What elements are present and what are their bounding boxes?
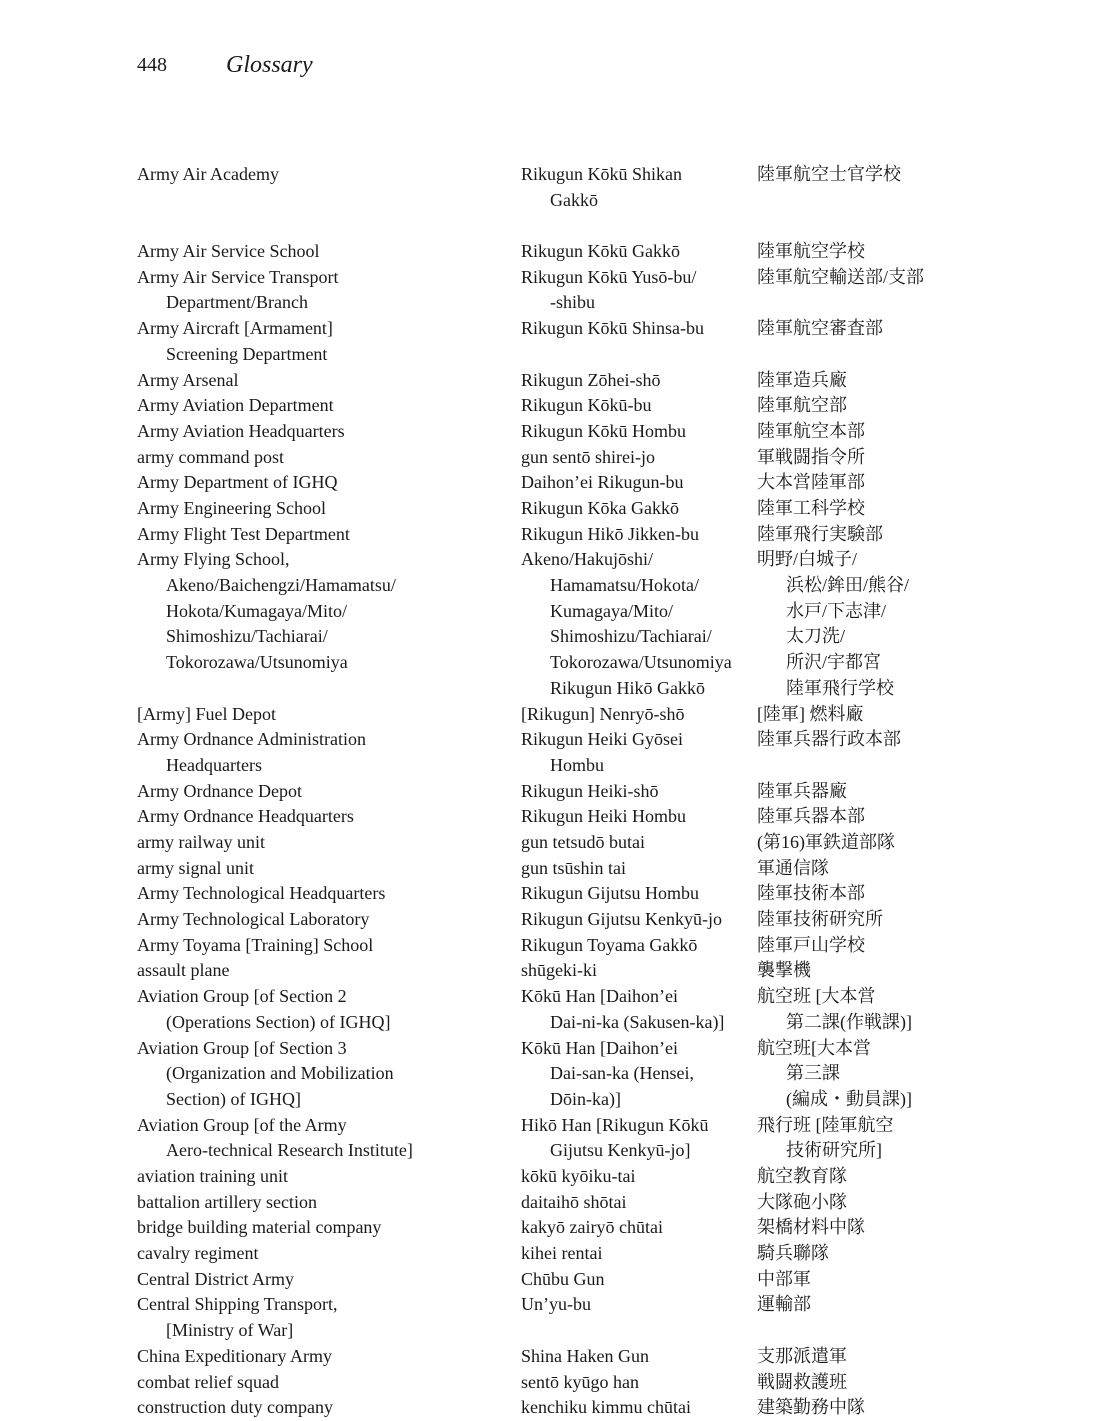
- romaji-term: [521, 727, 756, 778]
- romaji-term-line: Chūbu Gun: [521, 1268, 605, 1289]
- japanese-term-line: 運輸部: [757, 1294, 811, 1315]
- japanese-term-line: 陸軍戸山学校: [757, 934, 865, 955]
- romaji-term-line: Rikugun Hikō Jikken-bu: [521, 523, 699, 544]
- english-term: [137, 316, 507, 367]
- glossary-entry: [0, 907, 1113, 933]
- english-term: [137, 881, 507, 907]
- romaji-term: [521, 881, 756, 907]
- english-term-line: Army Engineering School: [137, 497, 326, 518]
- romaji-term: [521, 522, 756, 548]
- glossary-entry: [0, 445, 1113, 471]
- japanese-term-line: 浜松/鉾田/熊谷/: [786, 575, 910, 596]
- romaji-term-line: Dai-san-ka (Hensei,: [550, 1063, 694, 1084]
- english-term-line: assault plane: [137, 960, 230, 981]
- romaji-term-line: Gijutsu Kenkyū-jo]: [550, 1140, 691, 1161]
- japanese-term: [757, 547, 997, 701]
- japanese-term-line: 水戸/下志津/: [786, 600, 887, 621]
- japanese-term: [757, 856, 997, 882]
- english-term-line: Army Flight Test Department: [137, 523, 350, 544]
- glossary-entry: [0, 547, 1113, 701]
- english-term: [137, 393, 507, 419]
- japanese-term: [757, 239, 997, 265]
- english-term: [137, 779, 507, 805]
- glossary-entry: [0, 316, 1113, 367]
- english-term: [137, 470, 507, 496]
- english-term-line: Central District Army: [137, 1268, 294, 1289]
- english-term: [137, 1215, 507, 1241]
- romaji-term: [521, 830, 756, 856]
- japanese-term-line: 襲撃機: [757, 960, 811, 981]
- romaji-term-line: [Rikugun] Nenryō-shō: [521, 703, 685, 724]
- glossary-entry: [0, 779, 1113, 805]
- english-term-line: Aviation Group [of Section 2: [137, 986, 347, 1007]
- romaji-term-line: Rikugun Heiki-shō: [521, 780, 659, 801]
- japanese-term-line: 架橋材料中隊: [757, 1217, 865, 1238]
- english-term-line: Army Air Academy: [137, 164, 279, 184]
- english-term-line: Akeno/Baichengzi/Hamamatsu/: [166, 575, 396, 596]
- english-term: [137, 1036, 507, 1113]
- english-term-line: Aviation Group [of the Army: [137, 1114, 347, 1135]
- english-term: [137, 1164, 507, 1190]
- romaji-term: [521, 316, 756, 342]
- romaji-term-line: Dai-ni-ka (Sakusen-ka)]: [550, 1011, 725, 1032]
- english-term: [137, 907, 507, 933]
- glossary-entries: [0, 162, 1113, 1421]
- romaji-term-line: Kōkū Han [Daihon’ei: [521, 986, 678, 1007]
- english-term: [137, 958, 507, 984]
- english-term: [137, 1113, 507, 1164]
- english-term-line: China Expeditionary Army: [137, 1345, 332, 1366]
- japanese-term: [757, 727, 997, 753]
- english-term: [137, 702, 507, 728]
- japanese-term-line: 戦闘救護班: [757, 1371, 847, 1392]
- english-term-line: Army Aviation Department: [137, 395, 334, 416]
- japanese-term-line: 支那派遣軍: [757, 1345, 847, 1366]
- english-term: [137, 984, 507, 1035]
- english-term-line: Army Air Service Transport: [137, 266, 339, 287]
- romaji-term-line: gun tsūshin tai: [521, 857, 627, 878]
- japanese-term-line: 陸軍航空審査部: [757, 318, 883, 339]
- english-term-line: [Ministry of War]: [166, 1320, 294, 1341]
- english-term: [137, 1344, 507, 1370]
- japanese-term: [757, 1215, 997, 1241]
- japanese-term-line: 第二課(作戦課)]: [786, 1011, 912, 1032]
- japanese-term: [757, 958, 997, 984]
- japanese-term-line: 陸軍兵器廠: [757, 780, 847, 801]
- japanese-term-line: 明野/白城子/: [757, 549, 858, 570]
- romaji-term-line: Rikugun Toyama Gakkō: [521, 934, 698, 955]
- japanese-term-line: 陸軍工科学校: [757, 497, 865, 518]
- japanese-term-line: (第16)軍鉄道部隊: [757, 832, 895, 852]
- romaji-term: [521, 702, 756, 728]
- japanese-term: [757, 445, 997, 471]
- romaji-term: [521, 958, 756, 984]
- english-term-line: combat relief squad: [137, 1371, 279, 1392]
- romaji-term-line: Rikugun Kōka Gakkō: [521, 497, 679, 518]
- japanese-term-line: 大隊砲小隊: [757, 1191, 847, 1212]
- japanese-term: [757, 1344, 997, 1370]
- romaji-term: [521, 1292, 756, 1318]
- glossary-entry: [0, 1395, 1113, 1421]
- romaji-term-line: Shina Haken Gun: [521, 1345, 649, 1366]
- english-term: [137, 368, 507, 394]
- romaji-term: [521, 368, 756, 394]
- romaji-term-line: Dōin-ka)]: [550, 1088, 621, 1109]
- glossary-entry: [0, 368, 1113, 394]
- japanese-term-line: 陸軍兵器行政本部: [757, 729, 901, 750]
- romaji-term: [521, 1370, 756, 1396]
- japanese-term: [757, 496, 997, 522]
- romaji-term: [521, 393, 756, 419]
- romaji-term-line: Hamamatsu/Hokota/: [550, 575, 699, 596]
- japanese-term-line: 軍戦闘指令所: [757, 446, 865, 467]
- english-term: [137, 933, 507, 959]
- romaji-term: [521, 1215, 756, 1241]
- english-term-line: bridge building material company: [137, 1217, 382, 1238]
- english-term: [137, 1292, 507, 1343]
- romaji-term-line: Hombu: [550, 754, 604, 775]
- english-term: [137, 522, 507, 548]
- romaji-term-line: Un’yu-bu: [521, 1294, 591, 1315]
- english-term-line: (Organization and Mobilization: [166, 1063, 394, 1084]
- japanese-term-line: 陸軍航空部: [757, 395, 847, 416]
- english-term: [137, 547, 507, 676]
- japanese-term: [757, 779, 997, 805]
- romaji-term-line: Kōkū Han [Daihon’ei: [521, 1037, 678, 1058]
- romaji-term: [521, 804, 756, 830]
- english-term-line: Headquarters: [166, 754, 262, 775]
- english-term-line: Aviation Group [of Section 3: [137, 1037, 347, 1058]
- glossary-entry: [0, 1036, 1113, 1113]
- glossary-entry: [0, 470, 1113, 496]
- glossary-entry: [0, 1113, 1113, 1164]
- japanese-term: [757, 881, 997, 907]
- japanese-term-line: (編成・動員課)]: [786, 1088, 912, 1109]
- japanese-term: [757, 265, 997, 291]
- english-term: [137, 856, 507, 882]
- japanese-term: [757, 702, 997, 728]
- english-term-line: Department/Branch: [166, 292, 308, 313]
- japanese-term-line: 陸軍飛行学校: [786, 677, 894, 698]
- romaji-term: [521, 1241, 756, 1267]
- romaji-term-line: Akeno/Hakujōshi/: [521, 549, 653, 570]
- romaji-term-line: Gakkō: [550, 189, 598, 210]
- japanese-term-line: 中部軍: [757, 1268, 811, 1289]
- romaji-term-line: Rikugun Hikō Gakkō: [550, 677, 705, 698]
- glossary-entry: [0, 1164, 1113, 1190]
- romaji-term-line: gun sentō shirei-jo: [521, 446, 655, 467]
- romaji-term-line: Tokorozawa/Utsunomiya: [550, 652, 732, 673]
- english-term-line: Army Ordnance Headquarters: [137, 806, 354, 827]
- japanese-term: [757, 522, 997, 548]
- japanese-term: [757, 470, 997, 496]
- romaji-term: [521, 162, 756, 213]
- romaji-term: [521, 496, 756, 522]
- japanese-term: [757, 1113, 997, 1164]
- english-term-line: construction duty company: [137, 1397, 333, 1418]
- english-term-line: Hokota/Kumagaya/Mito/: [166, 600, 347, 621]
- glossary-entry: [0, 393, 1113, 419]
- japanese-term: [757, 984, 997, 1035]
- glossary-entry: [0, 496, 1113, 522]
- english-term-line: Army Flying School,: [137, 549, 290, 570]
- english-term-line: Army Ordnance Administration: [137, 729, 366, 750]
- english-term-line: Army Ordnance Depot: [137, 780, 302, 801]
- english-term: [137, 1395, 507, 1421]
- romaji-term-line: Rikugun Gijutsu Hombu: [521, 883, 700, 904]
- romaji-term-line: gun tetsudō butai: [521, 832, 645, 852]
- romaji-term: [521, 265, 756, 316]
- glossary-entry: [0, 856, 1113, 882]
- glossary-entry: [0, 702, 1113, 728]
- japanese-term-line: 第三課: [786, 1063, 840, 1084]
- glossary-entry: [0, 804, 1113, 830]
- romaji-term-line: Shimoshizu/Tachiarai/: [550, 626, 712, 647]
- glossary-entry: [0, 1292, 1113, 1343]
- japanese-term-line: 陸軍兵器本部: [757, 806, 865, 827]
- glossary-entry: [0, 1215, 1113, 1241]
- glossary-entry: [0, 933, 1113, 959]
- romaji-term-line: Rikugun Kōkū Yusō-bu/: [521, 266, 697, 287]
- japanese-term-line: 太刀洗/: [786, 626, 846, 647]
- glossary-entry: [0, 1370, 1113, 1396]
- romaji-term-line: kakyō zairyō chūtai: [521, 1217, 663, 1238]
- romaji-term: [521, 239, 756, 265]
- japanese-term-line: 陸軍技術本部: [757, 883, 865, 904]
- japanese-term-line: 陸軍航空学校: [757, 241, 865, 262]
- romaji-term-line: Rikugun Kōkū Shinsa-bu: [521, 318, 705, 339]
- glossary-entry: [0, 1241, 1113, 1267]
- english-term: [137, 265, 507, 316]
- romaji-term-line: Rikugun Kōkū-bu: [521, 395, 652, 416]
- romaji-term: [521, 907, 756, 933]
- japanese-term: [757, 830, 997, 856]
- romaji-term: [521, 1267, 756, 1293]
- romaji-term: [521, 933, 756, 959]
- romaji-term: [521, 1164, 756, 1190]
- glossary-entry: [0, 984, 1113, 1035]
- romaji-term: [521, 1113, 756, 1164]
- japanese-term: [757, 933, 997, 959]
- english-term: [137, 804, 507, 830]
- japanese-term-line: 陸軍技術研究所: [757, 909, 883, 930]
- romaji-term: [521, 445, 756, 471]
- glossary-entry: [0, 1190, 1113, 1216]
- english-term-line: army command post: [137, 446, 284, 467]
- english-term-line: Central Shipping Transport,: [137, 1294, 338, 1315]
- romaji-term: [521, 1344, 756, 1370]
- japanese-term: [757, 162, 997, 188]
- english-term-line: Army Toyama [Training] School: [137, 934, 374, 955]
- romaji-term-line: Kumagaya/Mito/: [550, 600, 673, 621]
- english-term-line: Army Aviation Headquarters: [137, 420, 345, 441]
- romaji-term: [521, 547, 756, 701]
- romaji-term-line: Rikugun Kōkū Gakkō: [521, 241, 680, 262]
- romaji-term-line: -shibu: [550, 292, 595, 313]
- japanese-term-line: 航空教育隊: [757, 1166, 847, 1186]
- english-term-line: Shimoshizu/Tachiarai/: [166, 626, 328, 647]
- glossary-entry: [0, 239, 1113, 265]
- romaji-term: [521, 1036, 756, 1113]
- english-term: [137, 496, 507, 522]
- english-term-line: Army Air Service School: [137, 241, 320, 262]
- glossary-entry: [0, 727, 1113, 778]
- romaji-term-line: Rikugun Kōkū Hombu: [521, 420, 687, 441]
- romaji-term: [521, 779, 756, 805]
- english-term: [137, 830, 507, 856]
- japanese-term: [757, 368, 997, 394]
- japanese-term: [757, 1370, 997, 1396]
- english-term: [137, 419, 507, 445]
- japanese-term-line: [陸軍] 燃料廠: [757, 703, 864, 724]
- japanese-term-line: 技術研究所]: [786, 1140, 882, 1161]
- glossary-entry: [0, 265, 1113, 316]
- running-head: Glossary: [226, 52, 313, 78]
- japanese-term: [757, 1292, 997, 1318]
- japanese-term-line: 航空班 [大本営: [757, 986, 876, 1007]
- glossary-entry: [0, 419, 1113, 445]
- romaji-term-line: kenchiku kimmu chūtai: [521, 1397, 691, 1418]
- japanese-term-line: 建築勤務中隊: [757, 1397, 865, 1418]
- japanese-term: [757, 316, 997, 342]
- japanese-term-line: 陸軍飛行実験部: [757, 523, 883, 544]
- japanese-term-line: 飛行班 [陸軍航空: [757, 1114, 894, 1135]
- english-term-line: Screening Department: [166, 343, 328, 364]
- romaji-term-line: Daihon’ei Rikugun-bu: [521, 472, 684, 493]
- romaji-term-line: kihei rentai: [521, 1243, 603, 1264]
- japanese-term-line: 大本営陸軍部: [757, 472, 865, 493]
- romaji-term-line: Hikō Han [Rikugun Kōkū: [521, 1114, 709, 1135]
- romaji-term-line: daitaihō shōtai: [521, 1191, 627, 1212]
- english-term-line: Aero-technical Research Institute]: [166, 1140, 413, 1161]
- romaji-term-line: Rikugun Gijutsu Kenkyū-jo: [521, 909, 722, 930]
- romaji-term-line: Rikugun Heiki Hombu: [521, 806, 686, 827]
- romaji-term: [521, 856, 756, 882]
- japanese-term: [757, 1241, 997, 1267]
- glossary-entry: [0, 1267, 1113, 1293]
- japanese-term-line: 陸軍航空輸送部/支部: [757, 266, 925, 287]
- english-term: [137, 445, 507, 471]
- japanese-term: [757, 1190, 997, 1216]
- glossary-entry: [0, 522, 1113, 548]
- page-number: 448: [137, 54, 167, 76]
- english-term: [137, 1267, 507, 1293]
- english-term-line: Army Technological Headquarters: [137, 883, 386, 904]
- english-term-line: aviation training unit: [137, 1166, 288, 1186]
- english-term: [137, 727, 507, 778]
- romaji-term: [521, 419, 756, 445]
- romaji-term: [521, 1395, 756, 1421]
- english-term-line: (Operations Section) of IGHQ]: [166, 1011, 391, 1032]
- glossary-entry: [0, 830, 1113, 856]
- english-term: [137, 1190, 507, 1216]
- english-term: [137, 162, 507, 188]
- glossary-entry: [0, 881, 1113, 907]
- japanese-term: [757, 907, 997, 933]
- japanese-term: [757, 1395, 997, 1421]
- romaji-term-line: Rikugun Kōkū Shikan: [521, 164, 683, 184]
- romaji-term: [521, 470, 756, 496]
- glossary-entry: [0, 1344, 1113, 1370]
- romaji-term: [521, 1190, 756, 1216]
- english-term: [137, 239, 507, 265]
- english-term-line: Section) of IGHQ]: [166, 1088, 301, 1109]
- japanese-term: [757, 1164, 997, 1190]
- romaji-term-line: Rikugun Zōhei-shō: [521, 369, 661, 390]
- english-term-line: battalion artillery section: [137, 1191, 317, 1212]
- romaji-term-line: sentō kyūgo han: [521, 1371, 639, 1392]
- romaji-term-line: shūgeki-ki: [521, 960, 597, 981]
- japanese-term-line: 航空班[大本営: [757, 1037, 871, 1058]
- japanese-term: [757, 1036, 997, 1113]
- japanese-term-line: 陸軍航空本部: [757, 420, 865, 441]
- english-term-line: Army Aircraft [Armament]: [137, 318, 333, 339]
- english-term-line: army signal unit: [137, 857, 254, 878]
- japanese-term-line: 軍通信隊: [757, 857, 829, 878]
- japanese-term: [757, 393, 997, 419]
- romaji-term-line: Rikugun Heiki Gyōsei: [521, 729, 683, 750]
- romaji-term: [521, 984, 756, 1035]
- glossary-entry: [0, 162, 1113, 213]
- japanese-term-line: 陸軍造兵廠: [757, 369, 847, 390]
- english-term-line: Tokorozawa/Utsunomiya: [166, 652, 348, 673]
- english-term-line: army railway unit: [137, 832, 265, 852]
- entry-spacer: [0, 213, 1113, 239]
- english-term-line: Army Technological Laboratory: [137, 909, 370, 930]
- english-term-line: [Army] Fuel Depot: [137, 703, 276, 724]
- english-term-line: Army Department of IGHQ: [137, 472, 338, 493]
- english-term: [137, 1241, 507, 1267]
- japanese-term-line: 所沢/宇都宮: [786, 652, 882, 673]
- english-term-line: cavalry regiment: [137, 1243, 259, 1264]
- english-term-line: Army Arsenal: [137, 369, 239, 390]
- japanese-term: [757, 1267, 997, 1293]
- japanese-term-line: 陸軍航空士官学校: [757, 164, 901, 184]
- glossary-entry: [0, 958, 1113, 984]
- japanese-term: [757, 804, 997, 830]
- english-term: [137, 1370, 507, 1396]
- japanese-term: [757, 419, 997, 445]
- japanese-term-line: 騎兵聯隊: [757, 1243, 829, 1264]
- romaji-term-line: kōkū kyōiku-tai: [521, 1166, 636, 1186]
